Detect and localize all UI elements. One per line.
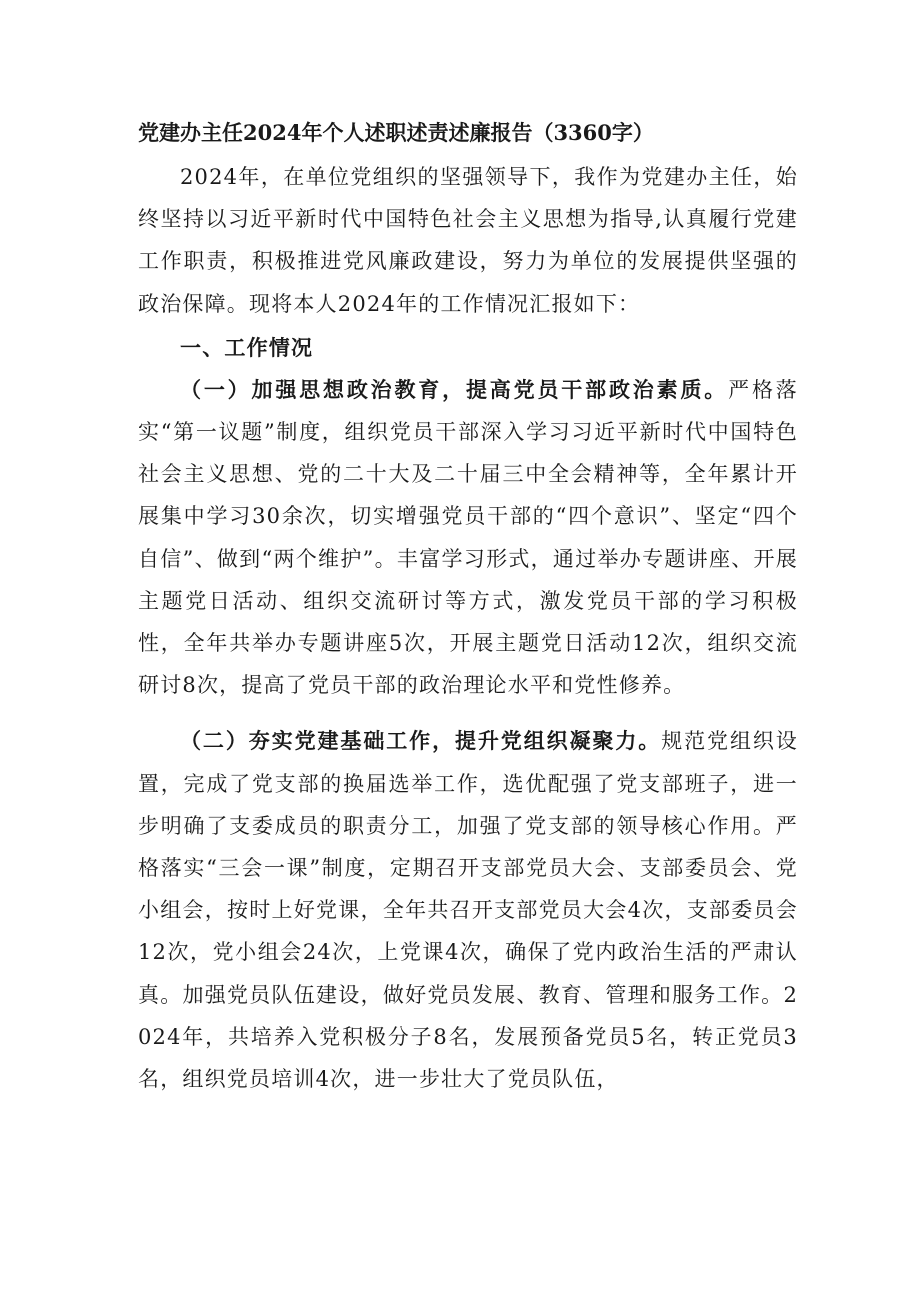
intro-paragraph: 2024年，在单位党组织的坚强领导下，我作为党建办主任，始终坚持以习近平新时代中国特色社会主义思想为指导,认真履行党建工作职责，积极推进党风廉政建设，努力为单位的发展提供坚强的政治保障。现将本人2024年的工作情况汇报如下：: [138, 165, 798, 316]
subsection-paragraph-2: [138, 720, 798, 1100]
subsection-paragraph-1: [138, 369, 798, 707]
subsection-body-2: 规范党组织设置，完成了党支部的换届选举工作，选优配强了党支部班子，进一步明确了支委成员的职责分工，加强了党支部的领导核心作用。严格落实“三会一课”制度，定期召开支部党员大会、支部委员会、党小组会，按时上好党课，全年共召开支部党员大会4次，支部委员会12次，党小组会24次，上党课4次，确保了党内政治生活的严肃认真。加强党员队伍建设，做好党员发展、教育、管理和服务工作。2024年，共培养入党积极分子8名，发展预备党员5名，转正党员3名，组织党员培训4次，进一步壮大了党员队伍，: [138, 729, 798, 1092]
subsection-body-1: 严格落实“第一议题”制度，组织党员干部深入学习习近平新时代中国特色社会主义思想、党的二十大及二十届三中全会精神等，全年累计开展集中学习30余次，切实增强党员干部的“四个意识”、坚定“四个自信”、做到“两个维护”。丰富学习形式，通过举办专题讲座、开展主题党日活动、组织交流研讨等方式，激发党员干部的学习积极性，全年共举办专题讲座5次，开展主题党日活动12次，组织交流研讨8次，提高了党员干部的政治理论水平和党性修养。: [138, 377, 798, 698]
section-heading: 一、工作情况: [180, 334, 314, 360]
document-title: 党建办主任2024年个人述职述责述廉报告（3360字）: [138, 120, 654, 145]
subsection-lead-1: （一）加强思想政治教育，提高党员干部政治素质。: [180, 376, 729, 402]
subsection-lead-2: （二）夯实党建基础工作，提升党组织凝聚力。: [180, 728, 662, 754]
document-page: [138, 110, 798, 1100]
